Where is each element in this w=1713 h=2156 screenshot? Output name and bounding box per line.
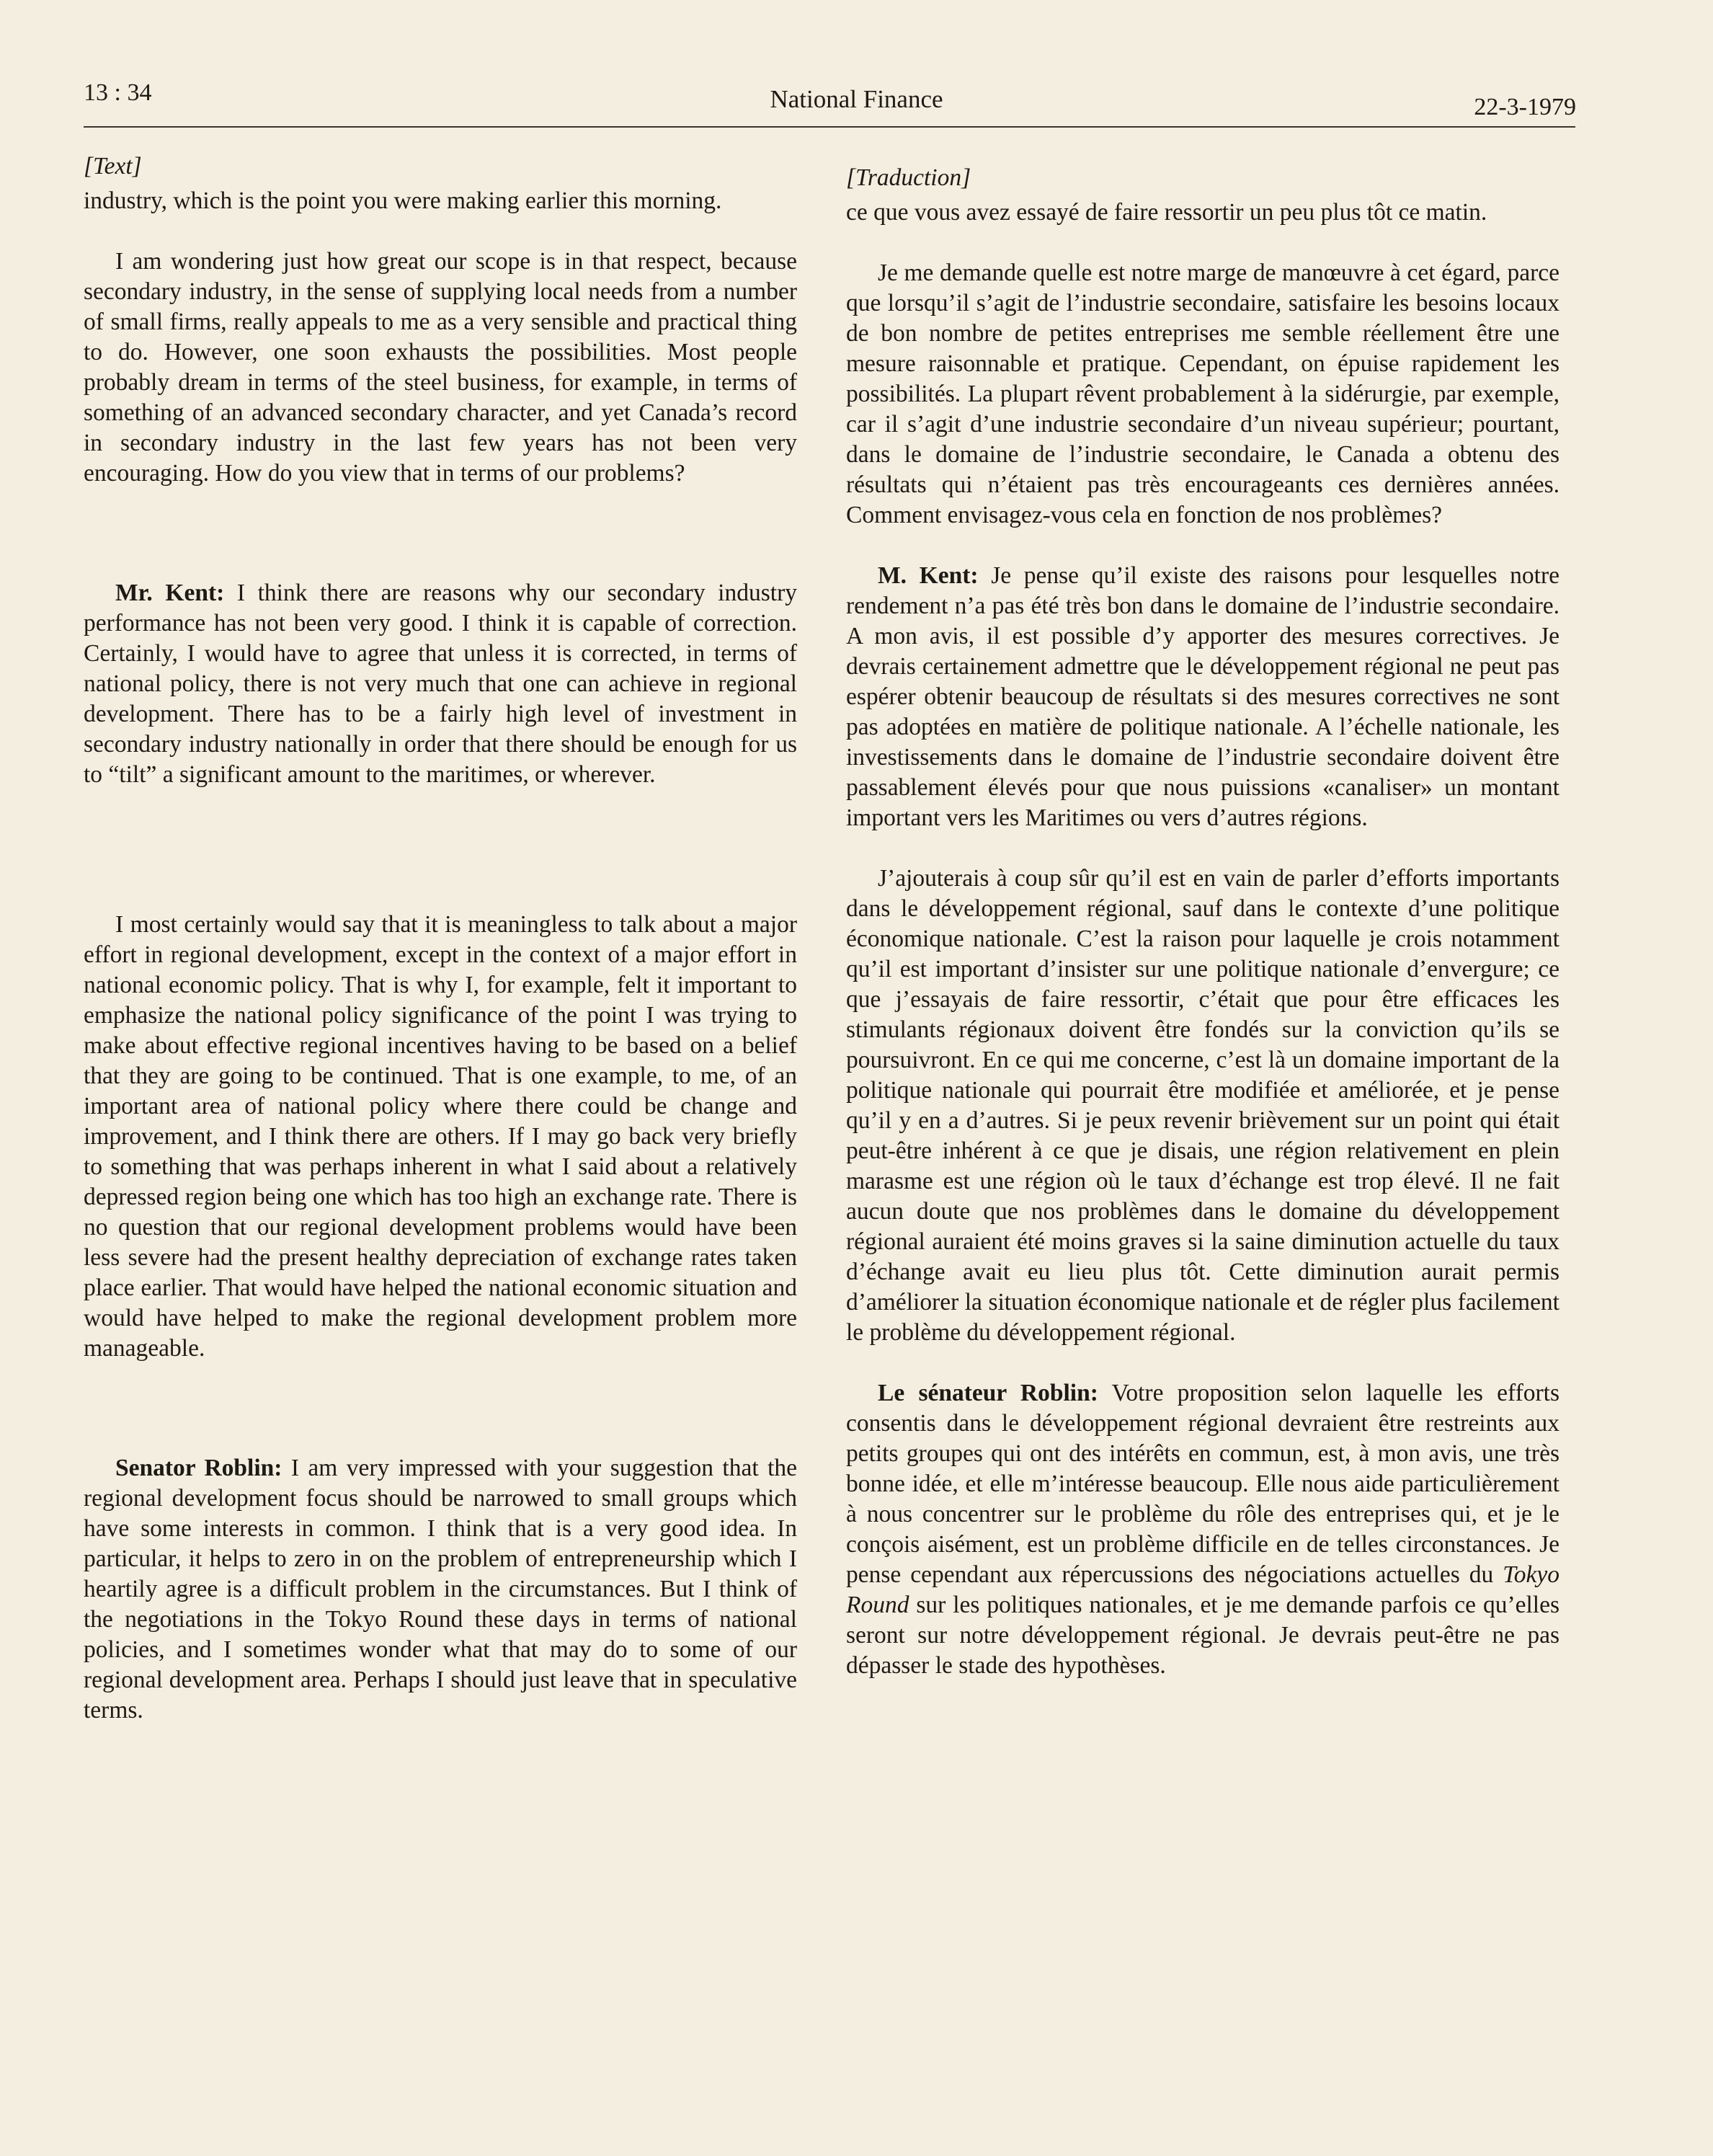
speaker-name: Le sénateur Roblin: bbox=[878, 1380, 1098, 1406]
paragraph: industry, which is the point you were making earlier this morning. bbox=[84, 187, 722, 214]
speaker-paragraph bbox=[846, 1378, 1560, 1681]
speech-text: I think there are reasons why our secondary industry performance has not been very good. I think it is capable of correction. Certainly, I would have to agree that unless it is corrected, in terms of national policy, there is not very much that one can achieve in regional development. There has to be a fairly high level of investment in secondary industry nationally in order that there should be enough for us to “tilt” a significant amount to the maritimes, or wherever. bbox=[84, 580, 797, 788]
paragraph: Je me demande quelle est notre marge de manœuvre à cet égard, parce que lorsqu’il s’agit de l’industrie secondaire, satisfaire les besoins locaux de bon nombre de petites entreprises me semble réellement être une mesure raisonnable et pratique. Cependant, on épuise rapidement les possibilités. La plupart rêvent probablement à la sidérurgie, par exemple, car il s’agit d’une industrie secondaire d’un niveau supérieur; pourtant, dans le domaine de l’industrie secondaire, le Canada a obtenu des résultats qui n’étaient pas très encourageants ces dernières années. Comment envisagez-vous cela en fonction de nos problèmes? bbox=[846, 259, 1560, 528]
header-rule bbox=[84, 126, 1575, 128]
speaker-name: M. Kent: bbox=[878, 562, 979, 589]
speech-text: Votre proposition selon laquelle les efforts consentis dans le développement régional devraient être restreints aux petits groupes qui ont des intérêts en commun, est, à mon avis, une très bonne idée, et elle m’intéresse beaucoup. Elle nous aide particulièrement à nous concentrer sur le problème du rôle des entreprises qui, et je le conçois aisément, est un problème difficile en de telles circonstances. Je pense cependant aux répercussions des négociations actuelles du bbox=[846, 1380, 1560, 1588]
language-label: [Text] bbox=[84, 153, 142, 179]
speaker-paragraph bbox=[84, 1453, 797, 1726]
speech-text: Je pense qu’il existe des raisons pour lesquelles notre rendement n’a pas été très bon dans le domaine de l’industrie secondaire. A mon avis, il est possible d’y apporter des mesures correctives. Je devrais certainement admettre que le développement régional ne peut pas espérer obtenir beaucoup de résultats si des mesures correctives ne sont pas adoptées en matière de politique nationale. A l’échelle nationale, les investissements dans le domaine de l’industrie secondaire doivent être passablement élevés pour que nous puissions «canaliser» un montant important vers les Maritimes ou vers d’autres régions. bbox=[846, 562, 1560, 831]
speaker-paragraph bbox=[84, 578, 797, 790]
paragraph: I am wondering just how great our scope is in that respect, because secondary industry, in the sense of supplying local needs from a number of small firms, really appeals to me as a very sensible and practical thing to do. However, one soon exhausts the possibilities. Most people probably dream in terms of the steel business, for example, in terms of something of an advanced secondary character, and yet Canada’s record in secondary industry in the last few years has not been very encouraging. How do you view that in terms of our problems? bbox=[84, 248, 797, 487]
speaker-name: Senator Roblin: bbox=[115, 1455, 282, 1481]
speech-italic-text: Tokyo Round bbox=[846, 1561, 1560, 1618]
speaker-name: Mr. Kent: bbox=[115, 580, 225, 606]
language-label: [Traduction] bbox=[846, 164, 971, 191]
page-number: 13 : 34 bbox=[84, 79, 152, 106]
speech-text: I am very impressed with your suggestion that the regional development focus should be narrowed to small groups which have some interests in common. I think that is a very good idea. In particular, it helps to zero in on the problem of entrepreneurship which I heartily agree is a difficult problem in the circumstances. But I think of the negotiations in the Tokyo Round these days in terms of national policies, and I sometimes wonder what that may do to some of our regional development area. Perhaps I should just leave that in speculative terms. bbox=[84, 1455, 797, 1724]
english-column bbox=[84, 151, 797, 1726]
french-column bbox=[846, 163, 1560, 1681]
paragraph: I most certainly would say that it is meaningless to talk about a major effort in regional development, except in the context of a major effort in national economic policy. That is why I, for example, felt it important to emphasize the national policy significance of the point I was trying to make about effective regional incentives having to be based on a belief that they are going to be continued. That is one example, to me, of an important area of national policy where there could be change and improvement, and I think there are others. If I may go back very briefly to something that was perhaps inherent in what I said about a relatively depressed region being one which has too high an exchange rate. There is no question that our regional development problems would have been less severe had the present healthy depreciation of exchange rates taken place earlier. That would have helped the national economic situation and would have helped to make the regional development problem more manageable. bbox=[84, 911, 797, 1362]
speaker-paragraph bbox=[846, 561, 1560, 833]
publication-title: National Finance bbox=[770, 85, 943, 113]
running-header bbox=[0, 0, 1713, 123]
paragraph: J’ajouterais à coup sûr qu’il est en vain de parler d’efforts importants dans le développement régional, sauf dans le contexte d’une politique économique nationale. C’est la raison pour laquelle je crois notamment qu’il est important d’insister sur une politique nationale d’envergure; ce que j’essayais de faire ressortir, c’était que pour être efficaces les stimulants régionaux doivent être fondés sur la conviction qu’ils se poursuivront. En ce qui me concerne, c’est là un domaine important de la politique nationale qui pourrait être modifiée et améliorée, et je pense qu’il y en a d’autres. Si je peux revenir brièvement sur un point qui était peut-être inhérent à ce que je disais, une région relativement en plein marasme est une région où le taux d’échange est trop élevé. Il ne fait aucun doute que nos problèmes dans le domaine du développement régional auraient été moins graves si la saine diminution actuelle du taux d’échange avait eu lieu plus tôt. Cette diminution aurait permis d’améliorer la situation économique nationale et de régler plus facilement le problème du développement régional. bbox=[846, 865, 1560, 1346]
speech-text: sur les politiques nationales, et je me demande parfois ce qu’elles seront sur notre développement régional. Je devrais peut-être ne pas dépasser le stade des hypothèses. bbox=[846, 1592, 1560, 1679]
issue-date: 22-3-1979 bbox=[1474, 94, 1576, 120]
paragraph: ce que vous avez essayé de faire ressortir un peu plus tôt ce matin. bbox=[846, 199, 1487, 226]
